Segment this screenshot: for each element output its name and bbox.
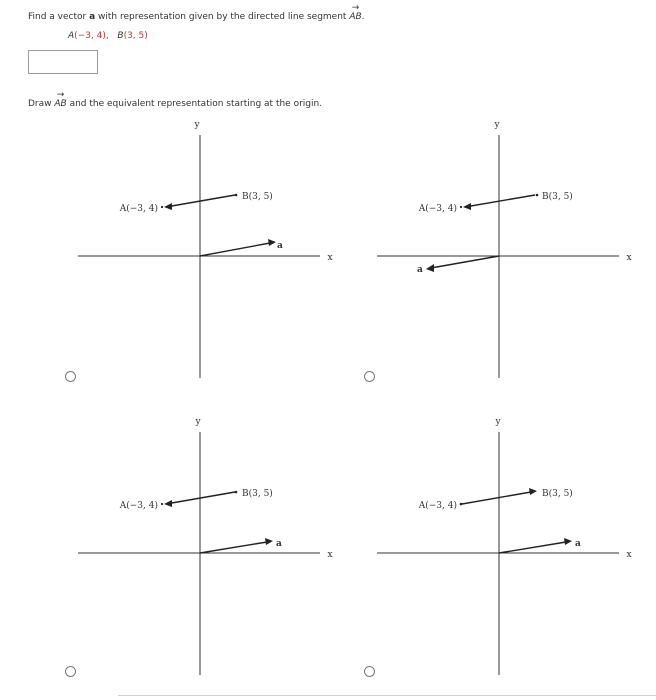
vector-a-label: a [575,539,581,549]
point-b-name: B [117,31,124,41]
draw-instruction [28,99,322,109]
x-axis-label: x [327,550,333,560]
y-axis-label: y [195,417,201,427]
vector-a-label: a [276,539,282,549]
option-2-radio[interactable] [364,371,375,382]
graph-option-1 [78,115,338,385]
question-suffix: . [361,12,365,22]
y-axis-label: y [495,417,501,427]
point-a-label: A(−3, 4) [119,204,158,214]
option-1-radio[interactable] [65,371,76,382]
vector-a [200,542,267,553]
point-a-dot [460,503,463,506]
point-a-dot [161,503,163,505]
vector-a-arrowhead [426,264,434,272]
given-points [68,31,148,41]
point-b-label: B(3, 5) [242,192,273,202]
point-b-label: B(3, 5) [542,489,573,499]
point-b-dot [235,491,238,494]
vector-a [431,256,499,268]
point-b-dot [536,194,539,197]
segment-ab-arrowhead [164,203,172,210]
graph-option-2 [377,115,637,385]
divider [118,695,656,696]
draw-suffix: and the equivalent representation starting at the origin. [66,99,323,109]
graph-option-4 [377,412,637,682]
vector-a-label: a [417,265,423,275]
draw-segment-label: → AB [54,99,66,109]
point-a-label: A(−3, 4) [418,501,457,511]
x-axis-label: x [626,253,632,263]
segment-ab [465,195,535,207]
x-axis-label: x [626,550,632,560]
point-a-name: A [68,31,75,41]
vector-answer-input[interactable] [28,50,98,74]
segment-ab [462,492,531,504]
point-b-label: B(3, 5) [542,192,573,202]
draw-prefix: Draw [28,99,55,109]
question-middle: with representation given by the directed line segment [95,12,350,22]
option-4-radio[interactable] [364,666,375,677]
vector-a [499,542,566,553]
vector-name: a [89,12,96,22]
point-b-coords: (3, 5) [123,31,148,41]
y-axis-label: y [494,120,500,130]
point-a-label: A(−3, 4) [418,204,457,214]
graph-option-3 [78,412,338,682]
point-a-coords: (−3, 4), [74,31,109,41]
question-prefix: Find a vector [28,12,90,22]
point-b-label: B(3, 5) [242,489,273,499]
question-text [28,12,365,22]
point-b-dot [235,194,238,197]
point-a-dot [460,206,462,208]
segment-ab-arrowhead [463,203,471,210]
segment-ab-label: → AB [349,12,361,22]
vector-a-arrowhead [268,239,276,246]
y-axis-label: y [194,120,200,130]
segment-ab-arrowhead [529,488,537,495]
vector-a-arrowhead [564,538,572,545]
point-a-label: A(−3, 4) [119,501,158,511]
point-a-dot [161,206,163,208]
vector-a-label: a [277,241,283,251]
option-3-radio[interactable] [65,666,76,677]
segment-ab-arrowhead [164,500,172,507]
vector-a-arrowhead [265,538,273,545]
x-axis-label: x [327,253,333,263]
vector-a [200,243,270,256]
